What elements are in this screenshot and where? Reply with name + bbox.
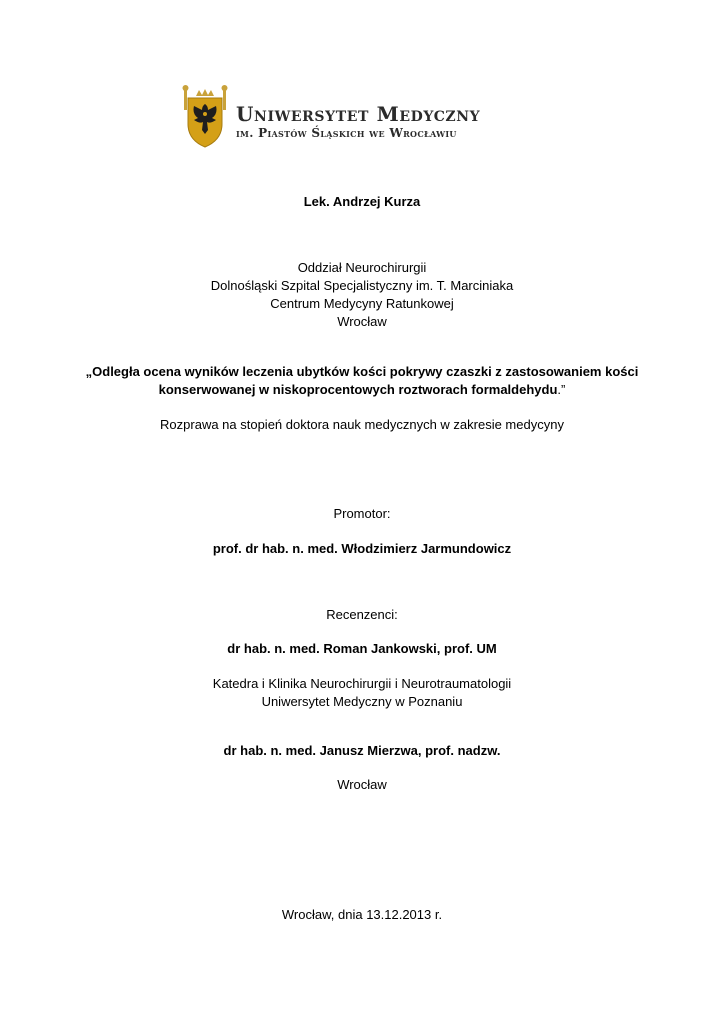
- university-name: Uniwersytet Medyczny: [236, 102, 481, 126]
- thesis-title-line1: „Odległa ocena wyników leczenia ubytków kości pokrywy czaszki z zastosowaniem kości: [85, 364, 639, 379]
- reviewers-label: Recenzenci:: [326, 607, 398, 622]
- thesis-type: Rozprawa na stopień doktora nauk medycznych w zakresie medycyny: [160, 417, 564, 432]
- reviewer2-city: Wrocław: [337, 777, 387, 792]
- promotor-label: Promotor:: [333, 506, 391, 521]
- affiliation-hospital: Dolnośląski Szpital Specjalistyczny im. T. Marciniaka: [210, 278, 514, 293]
- reviewer2-name: dr hab. n. med. Janusz Mierzwa, prof. nadzw.: [223, 743, 501, 758]
- reviewer1-department: Katedra i Klinika Neurochirurgii i Neurotraumatologii: [212, 676, 512, 691]
- reviewer1-name: dr hab. n. med. Roman Jankowski, prof. UM: [227, 641, 497, 656]
- place-date: Wrocław, dnia 13.12.2013 r.: [281, 907, 443, 922]
- promotor-name: prof. dr hab. n. med. Włodzimierz Jarmundowicz: [212, 541, 512, 556]
- affiliation-center: Centrum Medycyny Ratunkowej: [270, 296, 454, 311]
- author-name: Lek. Andrzej Kurza: [303, 194, 421, 209]
- university-logo: [180, 84, 550, 150]
- affiliation-city: Wrocław: [337, 314, 387, 329]
- thesis-title-line2: [0, 381, 724, 398]
- affiliation-department: Oddział Neurochirurgii: [297, 260, 427, 275]
- thesis-title-line2-bold: konserwowanej w niskoprocentowych roztworach formaldehydu: [158, 382, 558, 397]
- university-crest-icon: [180, 84, 230, 150]
- university-subtitle: im. Piastów Śląskich we Wrocławiu: [236, 126, 457, 140]
- reviewer1-university: Uniwersytet Medyczny w Poznaniu: [261, 694, 463, 709]
- thesis-title-line2-tail: .”: [557, 382, 566, 397]
